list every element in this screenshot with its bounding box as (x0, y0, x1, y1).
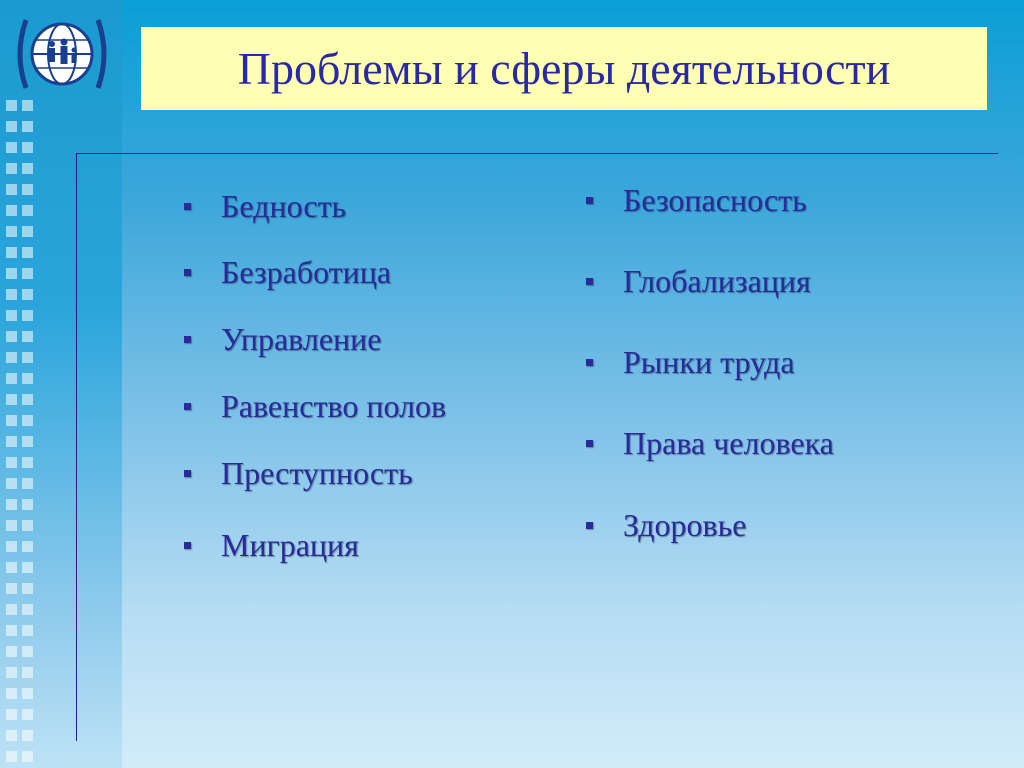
square-bullet-icon (184, 336, 191, 343)
horizontal-divider (76, 153, 998, 154)
list-item (184, 455, 413, 492)
list-item (184, 321, 381, 358)
square-bullet-icon (184, 203, 191, 210)
page-title: Проблемы и сферы деятельности (237, 43, 891, 94)
list-item-label: Управление (221, 321, 382, 357)
list-item (184, 527, 359, 564)
decorative-squares-right (22, 100, 33, 768)
square-bullet-icon (586, 197, 593, 204)
list-item (184, 188, 346, 225)
list-item-label: Равенство полов (221, 388, 447, 424)
square-bullet-icon (586, 359, 593, 366)
list-item (586, 182, 807, 219)
list-item (184, 388, 446, 425)
list-item (586, 344, 795, 381)
list-item-label: Бедность (221, 188, 347, 224)
list-item (184, 254, 391, 291)
list-item (586, 507, 746, 544)
square-bullet-icon (586, 522, 593, 529)
square-bullet-icon (184, 403, 191, 410)
list-item-label: Миграция (221, 527, 359, 563)
list-item (586, 263, 811, 300)
list-item-label: Преступность (221, 455, 413, 491)
square-bullet-icon (586, 278, 593, 285)
left-decorative-strip (0, 0, 122, 768)
list-item-label: Безопасность (623, 182, 807, 218)
square-bullet-icon (586, 440, 593, 447)
square-bullet-icon (184, 470, 191, 477)
list-item-label: Здоровье (623, 507, 747, 543)
list-item-label: Права человека (623, 425, 834, 461)
square-bullet-icon (184, 542, 191, 549)
list-item (586, 425, 834, 462)
logo-icon (12, 14, 112, 94)
square-bullet-icon (184, 269, 191, 276)
list-item-label: Глобализация (623, 263, 811, 299)
vertical-divider (76, 153, 77, 741)
title-box (141, 27, 987, 110)
decorative-squares-left (6, 100, 17, 768)
list-item-label: Безработица (221, 254, 392, 290)
list-item-label: Рынки труда (623, 344, 795, 380)
